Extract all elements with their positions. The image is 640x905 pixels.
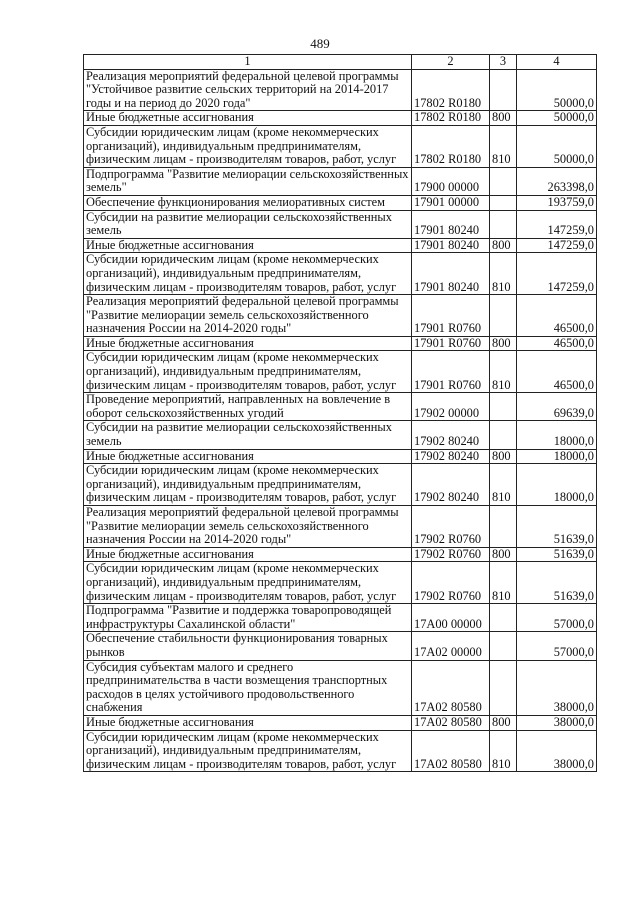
row-amount-cell: 193759,0 xyxy=(517,195,597,210)
row-name-cell: Субсидии юридическим лицам (кроме некоммерческих организаций), индивидуальным предпринимателям, физическим лицам - производителям товаров, работ, услуг xyxy=(84,730,412,772)
table-row xyxy=(84,351,597,393)
row-type-cell xyxy=(490,393,517,421)
row-name-cell: Проведение мероприятий, направленных на вовлечение в оборот сельскохозяйственных угодий xyxy=(84,393,412,421)
row-amount-cell: 50000,0 xyxy=(517,69,597,111)
row-type-cell xyxy=(490,210,517,238)
row-code-cell: 17901 80240 xyxy=(412,253,490,295)
row-name-cell: Иные бюджетные ассигнования xyxy=(84,238,412,253)
row-code-cell: 17902 00000 xyxy=(412,393,490,421)
row-name-cell: Обеспечение стабильности функционирования товарных рынков xyxy=(84,632,412,660)
row-amount-cell: 38000,0 xyxy=(517,730,597,772)
row-code-cell: 17901 80240 xyxy=(412,210,490,238)
table-body xyxy=(84,55,597,772)
column-header: 2 xyxy=(412,55,490,70)
table-row xyxy=(84,449,597,464)
row-type-cell: 810 xyxy=(490,464,517,506)
row-code-cell: 17902 80240 xyxy=(412,421,490,449)
row-code-cell: 17900 00000 xyxy=(412,167,490,195)
row-amount-cell: 46500,0 xyxy=(517,336,597,351)
row-amount-cell: 147259,0 xyxy=(517,238,597,253)
table-row xyxy=(84,715,597,730)
table-row xyxy=(84,464,597,506)
row-name-cell: Субсидии юридическим лицам (кроме некоммерческих организаций), индивидуальным предпринимателям, физическим лицам - производителям товаров, работ, услуг xyxy=(84,464,412,506)
table-row xyxy=(84,393,597,421)
row-code-cell: 17А02 80580 xyxy=(412,715,490,730)
row-amount-cell: 18000,0 xyxy=(517,421,597,449)
row-type-cell: 810 xyxy=(490,351,517,393)
page-number: 489 xyxy=(310,36,330,51)
table-row xyxy=(84,421,597,449)
row-code-cell: 17901 R0760 xyxy=(412,336,490,351)
row-type-cell: 800 xyxy=(490,547,517,562)
row-name-cell: Иные бюджетные ассигнования xyxy=(84,547,412,562)
row-code-cell: 17901 R0760 xyxy=(412,295,490,337)
row-type-cell xyxy=(490,660,517,715)
table-row xyxy=(84,547,597,562)
row-name-cell: Субсидии юридическим лицам (кроме некоммерческих организаций), индивидуальным предпринимателям, физическим лицам - производителям товаров, работ, услуг xyxy=(84,562,412,604)
table-row xyxy=(84,125,597,167)
row-amount-cell: 18000,0 xyxy=(517,464,597,506)
table-row xyxy=(84,730,597,772)
row-amount-cell: 50000,0 xyxy=(517,125,597,167)
row-code-cell: 17802 R0180 xyxy=(412,111,490,126)
table-row xyxy=(84,210,597,238)
budget-table xyxy=(83,54,597,772)
row-type-cell xyxy=(490,69,517,111)
table-header-row xyxy=(84,55,597,70)
row-name-cell: Реализация мероприятий федеральной целевой программы "Развитие мелиорации земель сельскохозяйственного назначения России на 2014-2020 годы" xyxy=(84,295,412,337)
row-type-cell xyxy=(490,632,517,660)
table-row xyxy=(84,195,597,210)
row-name-cell: Реализация мероприятий федеральной целевой программы "Развитие мелиорации земель сельскохозяйственного назначения России на 2014-2020 годы" xyxy=(84,506,412,548)
row-code-cell: 17А00 00000 xyxy=(412,604,490,632)
row-type-cell: 810 xyxy=(490,730,517,772)
row-type-cell: 800 xyxy=(490,238,517,253)
row-code-cell: 17902 R0760 xyxy=(412,562,490,604)
row-code-cell: 17902 80240 xyxy=(412,449,490,464)
row-code-cell: 17902 R0760 xyxy=(412,506,490,548)
row-code-cell: 17902 80240 xyxy=(412,464,490,506)
row-name-cell: Подпрограмма "Развитие мелиорации сельскохозяйственных земель" xyxy=(84,167,412,195)
row-type-cell: 810 xyxy=(490,125,517,167)
table-row xyxy=(84,660,597,715)
row-amount-cell: 147259,0 xyxy=(517,210,597,238)
row-name-cell: Реализация мероприятий федеральной целевой программы "Устойчивое развитие сельских территорий на 2014-2017 годы и на период до 2020 года" xyxy=(84,69,412,111)
table-row xyxy=(84,238,597,253)
row-code-cell: 17А02 00000 xyxy=(412,632,490,660)
column-header: 3 xyxy=(490,55,517,70)
row-name-cell: Субсидии на развитие мелиорации сельскохозяйственных земель xyxy=(84,421,412,449)
row-amount-cell: 51639,0 xyxy=(517,562,597,604)
row-amount-cell: 69639,0 xyxy=(517,393,597,421)
row-type-cell xyxy=(490,506,517,548)
table-row xyxy=(84,69,597,111)
row-type-cell: 810 xyxy=(490,253,517,295)
row-type-cell: 810 xyxy=(490,562,517,604)
row-amount-cell: 50000,0 xyxy=(517,111,597,126)
row-name-cell: Субсидии юридическим лицам (кроме некоммерческих организаций), индивидуальным предпринимателям, физическим лицам - производителям товаров, работ, услуг xyxy=(84,351,412,393)
row-code-cell: 17А02 80580 xyxy=(412,660,490,715)
row-type-cell xyxy=(490,421,517,449)
row-type-cell: 800 xyxy=(490,715,517,730)
row-amount-cell: 38000,0 xyxy=(517,660,597,715)
table-row xyxy=(84,632,597,660)
row-amount-cell: 57000,0 xyxy=(517,604,597,632)
column-header: 1 xyxy=(84,55,412,70)
row-type-cell xyxy=(490,604,517,632)
row-name-cell: Подпрограмма "Развитие и поддержка товаропроводящей инфраструктуры Сахалинской области" xyxy=(84,604,412,632)
row-code-cell: 17А02 80580 xyxy=(412,730,490,772)
table-row xyxy=(84,253,597,295)
row-amount-cell: 51639,0 xyxy=(517,506,597,548)
row-code-cell: 17901 00000 xyxy=(412,195,490,210)
row-name-cell: Субсидии юридическим лицам (кроме некоммерческих организаций), индивидуальным предпринимателям, физическим лицам - производителям товаров, работ, услуг xyxy=(84,253,412,295)
row-name-cell: Субсидии юридическим лицам (кроме некоммерческих организаций), индивидуальным предпринимателям, физическим лицам - производителям товаров, работ, услуг xyxy=(84,125,412,167)
row-amount-cell: 46500,0 xyxy=(517,351,597,393)
row-name-cell: Иные бюджетные ассигнования xyxy=(84,111,412,126)
row-amount-cell: 147259,0 xyxy=(517,253,597,295)
row-name-cell: Иные бюджетные ассигнования xyxy=(84,336,412,351)
row-type-cell xyxy=(490,295,517,337)
row-name-cell: Обеспечение функционирования мелиоративных систем xyxy=(84,195,412,210)
table-row xyxy=(84,167,597,195)
row-name-cell: Субсидия субъектам малого и среднего предпринимательства в части возмещения транспортных расходов в целях устойчивого продовольственного снабжения xyxy=(84,660,412,715)
table-row xyxy=(84,604,597,632)
row-amount-cell: 51639,0 xyxy=(517,547,597,562)
row-code-cell: 17901 R0760 xyxy=(412,351,490,393)
row-code-cell: 17802 R0180 xyxy=(412,69,490,111)
row-code-cell: 17802 R0180 xyxy=(412,125,490,167)
row-type-cell: 800 xyxy=(490,111,517,126)
row-type-cell: 800 xyxy=(490,336,517,351)
row-amount-cell: 38000,0 xyxy=(517,715,597,730)
column-header: 4 xyxy=(517,55,597,70)
table-row xyxy=(84,336,597,351)
row-amount-cell: 263398,0 xyxy=(517,167,597,195)
row-type-cell xyxy=(490,195,517,210)
table-row xyxy=(84,295,597,337)
row-name-cell: Субсидии на развитие мелиорации сельскохозяйственных земель xyxy=(84,210,412,238)
row-code-cell: 17901 80240 xyxy=(412,238,490,253)
row-name-cell: Иные бюджетные ассигнования xyxy=(84,449,412,464)
row-code-cell: 17902 R0760 xyxy=(412,547,490,562)
row-type-cell: 800 xyxy=(490,449,517,464)
table-row xyxy=(84,111,597,126)
row-name-cell: Иные бюджетные ассигнования xyxy=(84,715,412,730)
row-amount-cell: 57000,0 xyxy=(517,632,597,660)
table-row xyxy=(84,562,597,604)
row-amount-cell: 18000,0 xyxy=(517,449,597,464)
row-type-cell xyxy=(490,167,517,195)
table-row xyxy=(84,506,597,548)
row-amount-cell: 46500,0 xyxy=(517,295,597,337)
